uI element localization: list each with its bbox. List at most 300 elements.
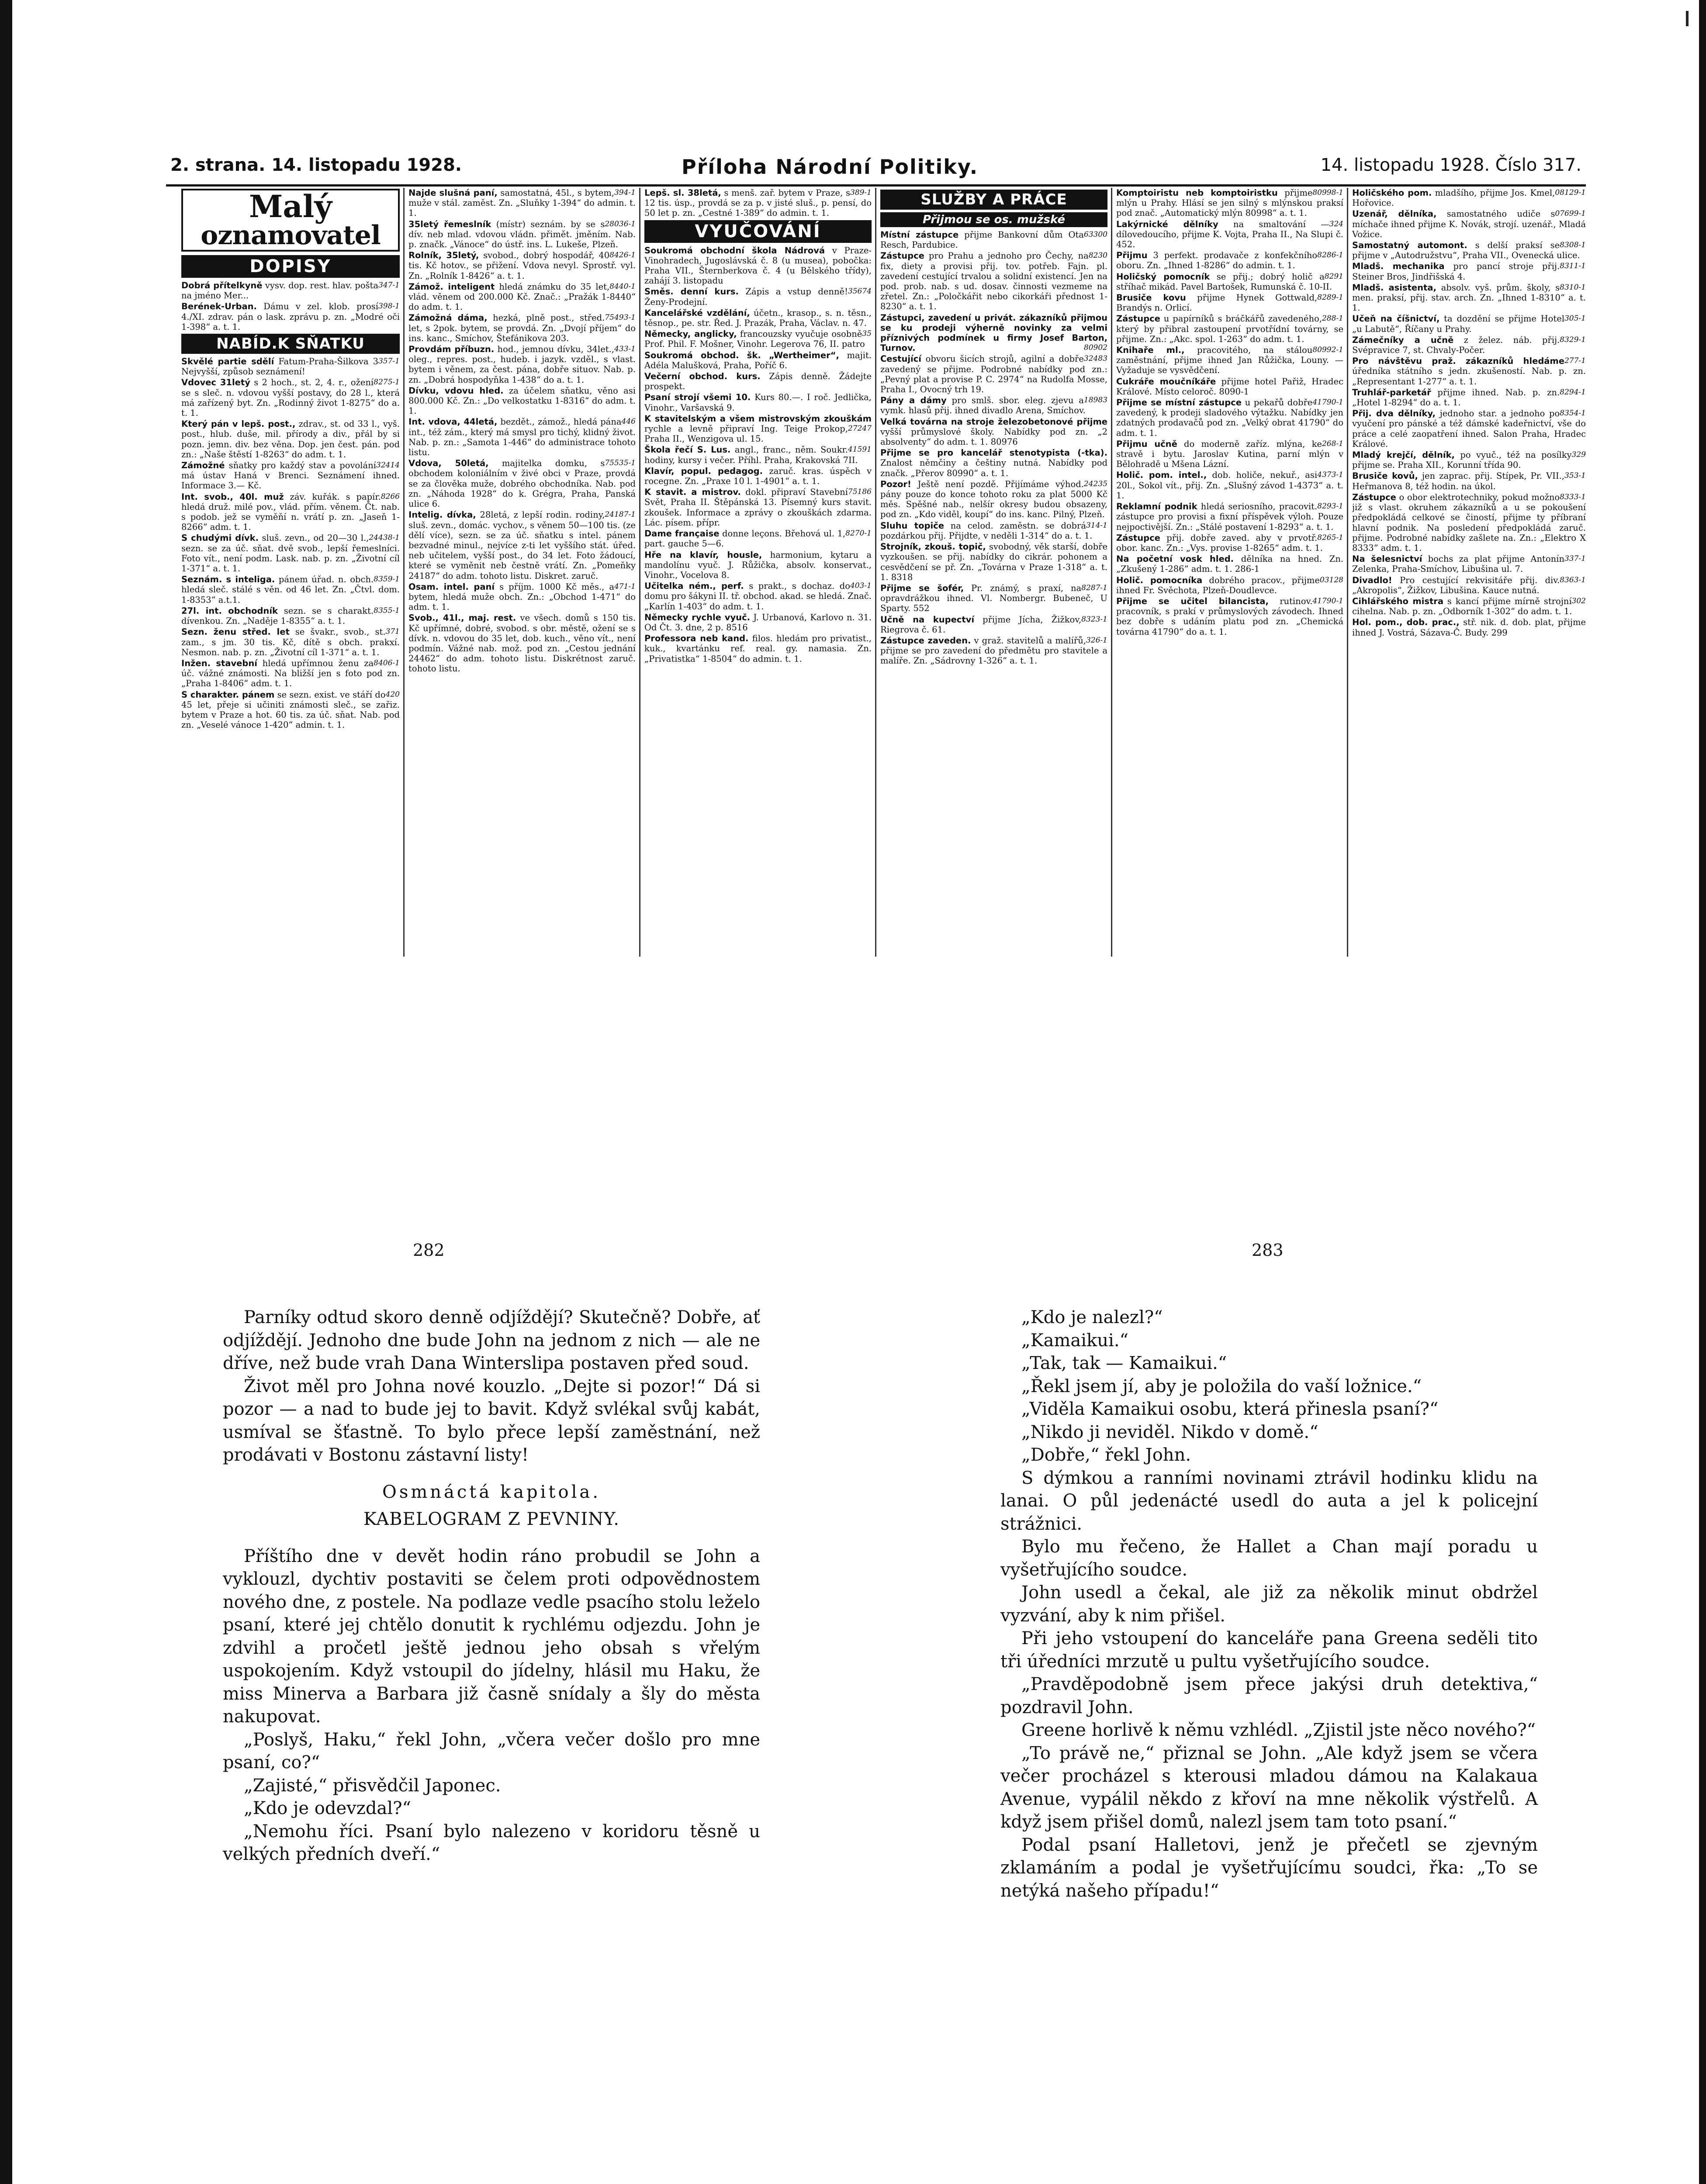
page-header bbox=[170, 155, 1581, 181]
ad-lead: Int. svob., 40l. muž bbox=[181, 491, 284, 502]
ad-text: rychle a levně připraví Ing. Teige Prokop, Praha II., Wenzigova ul. 15. bbox=[644, 424, 848, 444]
classified-ad bbox=[1352, 240, 1586, 260]
ad-lead: Holič. pomocníka bbox=[1116, 575, 1203, 585]
ad-text: sezn. se s charakt. dívenkou. Zn. „Naděje 1-8355“ a. t. 1. bbox=[181, 605, 374, 626]
classified-ad bbox=[1116, 377, 1343, 397]
ad-text: úředníka státního s jedn. zkušeností. Nab. p. zn. „Representant 1-277“ a. t. 1. bbox=[1352, 366, 1586, 387]
ad-code: 75186 bbox=[848, 487, 872, 497]
classified-ad bbox=[644, 245, 872, 286]
classified-ad bbox=[181, 301, 400, 332]
classified-ad bbox=[1116, 272, 1343, 292]
ad-text: přijme Jícha, Žižkov, Riegrova č. 61. bbox=[880, 614, 1082, 635]
ad-lead: Klavír, popul. pedagog. bbox=[644, 466, 763, 476]
ad-text: J. Urbanová, Karlovo n. 31. Od Čt. 3. dne, 2 p. 8516 bbox=[644, 612, 872, 632]
ad-lead: 35letý řemeslník bbox=[408, 219, 491, 229]
ad-code: 24438-1 bbox=[369, 533, 400, 543]
ad-text: 28letá, z lepší rodin. rodiny, sluš. zevn., domác. vychov., s věnem 50—100 tis. (ze dělí více), sezn. se za úč. sňatku s intel. pánem bezvadné minul., nejvíce z-ti let vyššího stát. úřed. neb učitelem, vyšší post., do 34 let. Foto žádoucí, které se vyměnit neb čestně vrátí. Zn. „Pomeňky 24187“ do adm. tohoto listu. Diskret. zaruč. bbox=[408, 510, 636, 581]
story-paragraph: „Poslyš, Haku,“ řekl John, „včera večer došlo pro mne psaní, co?“ bbox=[223, 1729, 760, 1773]
ad-text: dokl. připraví Stavební Svět, Praha II. Štěpánská 13. Písemný kurs stavit. zkoušek. Informace a zprávy o zkouškách zdarma. Lác. písem. přípr. bbox=[644, 487, 872, 528]
classifieds-column-3 bbox=[644, 188, 872, 957]
classified-ad bbox=[181, 627, 400, 657]
ad-text: sňatky pro každý stav a povolání má ústav Haná v Brenci. Seznámení ihned. Informace 3.— Kč. bbox=[181, 460, 400, 491]
ad-code: 35 bbox=[862, 329, 872, 339]
ad-lead: Zástupce zaveden. bbox=[880, 635, 971, 646]
classified-ad bbox=[880, 636, 1107, 666]
ad-text: s kancí přijme mírně strojní cihelna. Nab. p. zn. „Odborník 1-302“ do adm. t. 1. bbox=[1352, 596, 1572, 617]
ad-text: pánem úřad. n. obch. hledá sleč. stálé s věn. od 46 let. Zn. „Čtvl. dom. 1-8353“ a.t.1. bbox=[181, 574, 400, 605]
ad-code: 337-1 bbox=[1564, 554, 1586, 563]
ad-text: vysv. dop. rest. hlav. pošta na jméno Mer... bbox=[181, 280, 378, 301]
subsection-heading-muzske: Přijmou se os. mužské bbox=[880, 212, 1107, 227]
classifieds-column-6 bbox=[1352, 188, 1586, 957]
classified-ad bbox=[644, 466, 872, 486]
ad-lead: Truhlář-parketář bbox=[1352, 387, 1431, 397]
ad-text: o obor elektrotechniky, pokud možno již s vlast. okruhem zákazníků a u se pokoušení předpokládá celkové se čiností, přijme ty příbraní hlavní podnik. Na posledení předpokládá zaruč. přijme. Podrobné nabídky zašlete na. Zn.: „Elektro X 8333“ adm. t. 1. bbox=[1352, 492, 1586, 553]
ad-text: přijme Hynek Gottwald, Brandýs n. Orlicí. bbox=[1116, 293, 1318, 313]
classifieds-column-4 bbox=[880, 188, 1107, 957]
ad-lead: Cihlářského mistra bbox=[1352, 596, 1444, 606]
ad-text: s menš. zař. bytem v Praze, s 12 tis. úsp., provdá se za p. v jisté sluš., p. pensí, do 50 let p. zn. „Cestné 1-389“ do admin. t. 1. bbox=[644, 188, 872, 218]
ad-text: mladšího, přijme Jos. Kmel, Hořovice. bbox=[1352, 188, 1555, 208]
classified-ad bbox=[1352, 450, 1586, 470]
column-rule bbox=[1111, 188, 1112, 957]
ad-text: dělníka na hned. Zn. „Zkušený 1-286“ adm. t. 1. 286-1 bbox=[1116, 554, 1343, 574]
classified-ad bbox=[1116, 397, 1343, 438]
ad-text: francouzsky vyučuje osobně Prof. Phil. F. Mošner, Vinohr. Legerova 76, II. patro bbox=[644, 329, 865, 349]
ad-lead: Zástupci, zavedení u privát. zákazníků přijmou se ku prodeji výherně novinky za velmi příznivých podmínek u firmy Josef Barton, Turnov. bbox=[880, 312, 1107, 353]
column-rule bbox=[639, 188, 640, 957]
classified-ad bbox=[408, 188, 636, 218]
ad-lead: Provdám příbuzn. bbox=[408, 344, 495, 355]
classified-ad bbox=[1352, 575, 1586, 595]
ad-text: přij. dobře zaved. aby v prvotř. obor. kanc. Zn.: „Vys. provise 1-8265“ adm. t. 1. bbox=[1116, 532, 1323, 553]
section-heading-dopisy: DOPISY bbox=[181, 255, 400, 278]
column-rule bbox=[1347, 188, 1348, 957]
ad-lead: Osam. intel. paní bbox=[408, 581, 495, 592]
ad-lead: Zámožné bbox=[181, 460, 225, 471]
ad-code: 389-1 bbox=[850, 188, 872, 197]
ad-lead: Holičského pom. bbox=[1352, 188, 1432, 198]
ad-lead: Přijme se místní zástupce bbox=[1116, 397, 1242, 408]
classified-ad bbox=[1116, 314, 1343, 344]
classified-ad bbox=[1116, 554, 1343, 574]
story-paragraph: „Pravděpodobně jsem přece jakýsi druh detektiva,“ pozdravil John. bbox=[1000, 1674, 1538, 1717]
ad-code: 324 bbox=[1329, 219, 1343, 228]
classified-ad bbox=[880, 521, 1107, 541]
classified-ad bbox=[880, 251, 1107, 311]
ad-text: hod., jemnou dívku, 34let., oleg., repres. post., hudeb. i jazyk. vzděl., s vlast. bytem i věnem, za čest. pána, dobře situov. Nab. p. zn. „Dobrá hospodyňka 1-438“ do a. t. 1. bbox=[408, 344, 636, 385]
ad-code: 4373-1 bbox=[1317, 470, 1343, 480]
classified-ad bbox=[1352, 387, 1586, 408]
ad-code: 8440-1 bbox=[609, 282, 636, 291]
ad-lead: Který pán v lepš. post., bbox=[181, 419, 296, 429]
ad-text: Znalost němčiny a češtiny nutná. Nabídky pod značk. „Přerov 80990“ a. t. 1. bbox=[880, 458, 1107, 478]
ad-lead: Učně na kupectví bbox=[880, 614, 975, 625]
ad-lead: Divadlo! bbox=[1352, 575, 1392, 585]
classified-ad bbox=[408, 582, 636, 612]
ad-lead: Dívku, vdovu hled. bbox=[408, 385, 504, 396]
ad-text: bochs za plat přijme Antonín Zelenka, Praha-Smíchov, Libušina ul. 7. bbox=[1352, 554, 1564, 574]
page-scan-edge-right bbox=[1699, 0, 1706, 2184]
ad-lead: Pozor! bbox=[880, 479, 911, 489]
ad-lead: Cestující bbox=[880, 354, 921, 364]
classified-ad bbox=[644, 414, 872, 444]
ad-text: donne leçons. Břehová ul. 1, part. gauche 5—6. bbox=[644, 529, 846, 549]
ad-text: filos. hledám pro privatist., kuk., kvartánku ref. real. gy. namasia. Zn. „Privatistka“ 1-8504“ do admin. t. 1. bbox=[644, 633, 872, 664]
story-left-page bbox=[223, 1306, 760, 1866]
classified-ad bbox=[880, 417, 1107, 447]
ad-code: 8354-1 bbox=[1560, 409, 1586, 418]
ad-code: 8289-1 bbox=[1317, 293, 1343, 302]
ad-text: hledá upřímnou ženu za úč. vážné známosti. Na bližší jen s foto pod zn. „Praha 1-8406“ adm. t. 1. bbox=[181, 658, 400, 689]
ad-code: 8275-1 bbox=[374, 378, 400, 387]
ad-code: 8310-1 bbox=[1560, 283, 1586, 292]
classified-ad bbox=[644, 550, 872, 581]
ad-code: 35674 bbox=[848, 287, 872, 296]
ad-text: sluš. zevn., od 20—30 l., sezn. se za úč. sňat. dvě svob., lepší řemeslníci. Foto vít., není podm. Lask. nab. p. zn. „Životní cíl 1-371“ a. t. 1. bbox=[181, 533, 400, 574]
ad-lead: Směs. denní kurs. bbox=[644, 287, 739, 297]
ad-text: Pro cestující rekvisitáře přij. div. „Akropolis“, Žižkov, Libušina. Kauce nutná. bbox=[1352, 575, 1560, 595]
ad-lead: Škola řečí S. Lus. bbox=[644, 445, 731, 455]
ad-lead: Učitelka ném., perf. bbox=[644, 581, 744, 591]
story-paragraph: Při jeho vstoupení do kanceláře pana Greena seděli tito tři úředníci mrzutě u pultu vyšetřujícího soudce. bbox=[1000, 1628, 1538, 1672]
story-paragraph: „Nemohu říci. Psaní bylo nalezeno v koridoru těsně u velkých předních dveří.“ bbox=[223, 1821, 760, 1864]
classified-ad bbox=[1116, 470, 1343, 501]
ad-lead: Zástupce bbox=[1116, 532, 1160, 543]
ad-lead: Lakýrnické dělníky bbox=[1116, 219, 1218, 229]
classified-ad bbox=[408, 250, 636, 281]
ad-text: svobodný, věk starší, dobře vyzkoušen. se přij. nabídky do cikrár. pohonem a cesvědčení se př. Zn. „Továrna v Praze 1-318“ a. t. 1. 8318 bbox=[880, 542, 1107, 582]
classified-ad bbox=[181, 574, 400, 605]
ad-lead: Holičský pomocník bbox=[1116, 271, 1210, 282]
ad-text: zaruč. kras. úspěch v rocegne. Zn. „Praxe 10 l. 1-4901“ a. t. 1. bbox=[644, 466, 872, 487]
ad-code: 07699-1 bbox=[1555, 209, 1586, 218]
ad-text: s příjm. 1000 Kč měs., a bytem, hledá muže obch. Zn.: „Obchod 1-471“ do adm. t. 1. bbox=[408, 581, 636, 612]
ad-lead: Komptoiristu neb komptoiristku bbox=[1116, 188, 1278, 198]
ad-lead: Professora neb kand. bbox=[644, 633, 749, 644]
story-paragraph: „Kamaikui.“ bbox=[1021, 1330, 1128, 1351]
classified-ad bbox=[1352, 356, 1586, 387]
ad-lead: Skvělé partie sdělí bbox=[181, 356, 274, 367]
ad-lead: Dobrá přítelkyně bbox=[181, 280, 263, 290]
ad-text: na smaltování — dílovedoucího, přijme K. Vojta, Praha II., Na Slupi č. 452. bbox=[1116, 219, 1343, 250]
classifieds-column-2 bbox=[408, 188, 636, 957]
story-paragraph: Podal psaní Halletovi, jenž je přečetl se zjevným zklamáním a podal je vyšetřujícímu soudci, řka: „To se netýká našeho případu!“ bbox=[1000, 1835, 1538, 1901]
ad-text: do moderně zaříz. mlýna, ke stravě i bytu. Jaroslav Kutina, parní mlýn v Bělohradě u Mšena Lázní. bbox=[1116, 439, 1343, 470]
ad-code: 8294-1 bbox=[1560, 387, 1586, 397]
ad-text: na celod. zaměstn. se dobrá pozdárkou přij. Přijdte, v neděli 1-314“ do a. t. 1. bbox=[880, 520, 1093, 541]
ad-text: ta dozdění se přijme Hotel „u Labutě“, Říčany u Prahy. bbox=[1352, 314, 1564, 334]
classifieds-column-5 bbox=[1116, 188, 1343, 957]
story-paragraph: „Viděla Kamaikui osobu, která přinesla psaní?“ bbox=[1021, 1399, 1439, 1419]
ad-text: z želez. náb. přij. Svépravice 7, st. Chvaly-Počer. bbox=[1352, 335, 1560, 356]
ad-text: absolv. vyš. prům. školy, s men. praksí, přij. stav. arch. Zn. „Ihned 1-8310“ a. t. 1. bbox=[1352, 282, 1586, 313]
ad-code: 371 bbox=[385, 627, 400, 636]
ad-code: 8270-1 bbox=[845, 529, 872, 538]
ad-code: 8329-1 bbox=[1560, 335, 1586, 344]
ad-text: u pekařů dobře zavedený, k prodeji sladového výtažku. Nabídky jen zdatných prodavačů pod zn. „Velký obrat 41790“ do adm. t. 1. bbox=[1116, 397, 1343, 438]
ad-text: 3 perfekt. prodavače z konfekčního oboru. Zn. „Ihned 1-8286“ do admin. t. 1. bbox=[1116, 250, 1318, 271]
ad-lead: Vdovec 31letý bbox=[181, 377, 250, 388]
classified-ad bbox=[644, 350, 872, 370]
header-right: 14. listopadu 1928. Číslo 317. bbox=[1320, 155, 1581, 175]
ad-text: obvoru šicích strojů, agilní a dobře zavedený se přijme. Podrobné nabídky pod zn.: „Pevný plat a provise P. C. 2974“ na Rudolfa Mosse, Praha I., Ovocný trh 19. bbox=[880, 354, 1107, 395]
classified-ad bbox=[181, 606, 400, 626]
ad-lead: Brusiče kovu bbox=[1116, 293, 1186, 303]
ad-lead: Německy rychle vyuč. bbox=[644, 612, 751, 622]
ad-text: pro smlš. sbor. eleg. zjevu a vymk. hlasů přij. ihned divadlo Arena, Smíchov. bbox=[880, 395, 1086, 416]
ad-code: 8323-1 bbox=[1081, 615, 1107, 624]
ad-lead: Knihaře ml., bbox=[1116, 345, 1185, 356]
ad-text: dob. holiče, nekuř., asi 20l., Sokol vít., přij. Zn. „Slušný závod 1-4373“ a. t. 1. bbox=[1116, 470, 1343, 501]
classified-ad bbox=[644, 612, 872, 632]
story-paragraph: Bylo mu řečeno, že Hallet a Chan mají poradu u vyšetřujícího soudce. bbox=[1000, 1537, 1538, 1580]
classified-ad bbox=[408, 510, 636, 581]
chapter-title: KABELOGRAM Z PEVNINY. bbox=[363, 1509, 619, 1529]
classified-ad bbox=[880, 479, 1107, 520]
story-paragraph: „Řekl jsem jí, aby je položila do vaší ložnice.“ bbox=[1021, 1376, 1422, 1396]
classified-ad bbox=[181, 533, 400, 574]
ads-list bbox=[408, 188, 636, 674]
ad-text: hezká, plně post., střed. let, s 2pok. bytem, se provdá. Zn. „Dvojí příjem“ do ins. kanc., Smíchov, Štefánikova 203. bbox=[408, 313, 636, 343]
ad-code: 8266 bbox=[381, 492, 400, 501]
ad-code: 471-1 bbox=[614, 582, 636, 591]
ad-lead: Na početní vosk hled. bbox=[1116, 554, 1234, 564]
ad-lead: Německy, anglicky, bbox=[644, 329, 737, 339]
ad-code: 32414 bbox=[376, 461, 400, 470]
ad-code: 41790-1 bbox=[1312, 398, 1343, 407]
ad-text: samostatného udiče s míchače ihned přijme K. Novák, strojí. uzenář., Mladá Vožice. bbox=[1352, 209, 1586, 239]
ad-lead: Zástupce bbox=[1116, 314, 1160, 324]
ad-text: majit. Adéla Malušková, Praha, Poříč 6. bbox=[644, 350, 872, 370]
ad-code: 8286-1 bbox=[1317, 251, 1343, 260]
ad-lead: Velká továrna na stroje železobetonové přijme bbox=[880, 416, 1107, 427]
ad-lead: Zámečníky a učně bbox=[1352, 335, 1454, 345]
ad-lead: Přijme se šofér, bbox=[880, 583, 964, 593]
ad-text: zdrav., st. od 33 l., vyš. post., hlub. duše, mil. přírody a div., přál by si pozn. jemn. div. bez věna. Dop. jen čest. pán. pod zn.: „Naše štěstí 1-8263“ do adm. t. 1. bbox=[181, 419, 400, 460]
ad-lead: Přijme se pro kancelář stenotypista (-tka). bbox=[880, 448, 1107, 458]
classified-ad bbox=[181, 419, 400, 460]
classified-ad bbox=[880, 395, 1107, 415]
ad-text: Pr. známý, s praxí, na opravdrážkou ihned. Vl. Nombergr. Bubeneč, U Sparty. 552 bbox=[880, 583, 1107, 614]
classified-ad bbox=[1352, 617, 1586, 637]
ad-text: hledá seriosního, pracovit. zástupce pro provisi a fixní příspěvek výloh. Pouze nejpoctivější. Zn.: „Stálé postavení 1-8293“ a. t. 1. bbox=[1116, 501, 1343, 532]
ad-lead: Dame française bbox=[644, 529, 720, 539]
ad-code: 24187-1 bbox=[605, 510, 636, 519]
classified-ad bbox=[880, 615, 1107, 635]
ad-lead: Místní zástupce bbox=[880, 230, 959, 240]
classified-ad bbox=[408, 417, 636, 457]
ad-lead: Holič. pom. intel., bbox=[1116, 470, 1207, 480]
section-heading-vyucovani: VYUČOVÁNÍ bbox=[644, 220, 872, 243]
ad-text: ve všech. domů s 150 tis. Kč upřímné, dobré, svobod. s obr. městě, ožení se s dívk. n. vdovou do 35 let, dob. kuch., věno vít., není podmín. Vážné nab. mož. pod zn. „Cestou jednání 24462“ do adm. tohoto listu. Diskrétnost zaruč. tohoto listu. bbox=[408, 613, 636, 674]
ad-text: rutinov. pracovník, s prakí v průmyslových závodech. Ihned bez dobře s udáním platu pod zn. „Chemická továrna 41790“ do a. t. 1. bbox=[1116, 596, 1343, 637]
section-heading-snatky: NABÍD.K SŇATKU bbox=[181, 334, 400, 354]
page-number-right: 283 bbox=[1252, 1241, 1284, 1260]
ad-lead: Mladš. mechanika bbox=[1352, 261, 1445, 272]
header-left: 2. strana. 14. listopadu 1928. bbox=[170, 155, 462, 175]
binding-mark bbox=[1686, 11, 1689, 26]
ad-code: 8287-1 bbox=[1081, 583, 1107, 592]
classified-ad bbox=[1116, 575, 1343, 595]
ad-text: vyšší průmyslové školy. Nabídky pod zn. „2 absolventy“ do adm. t. 1. 80976 bbox=[880, 426, 1107, 447]
classified-ad bbox=[880, 313, 1107, 353]
classified-ad bbox=[1352, 596, 1586, 616]
ad-lead: Soukromá obchod. šk. „Wertheimer“, bbox=[644, 350, 839, 360]
ads-list-dopisy bbox=[181, 280, 400, 332]
ad-lead: Sluhu topiče bbox=[880, 520, 944, 531]
ad-text: přijme mlýn u Prahy. Hlásí se jen silný s mlýnskou praksí pod znač. „Automatický mlýn 80998“ a. t. 1. bbox=[1116, 188, 1343, 218]
ad-code: 8293-1 bbox=[1317, 502, 1343, 511]
classified-ad bbox=[1352, 408, 1586, 449]
classifieds-section bbox=[181, 188, 1586, 957]
ad-lead: Uzenář, dělníka, bbox=[1352, 209, 1437, 219]
ad-code: 288-1 bbox=[1322, 314, 1343, 323]
ad-text: angl., franc., něm. Soukr. hodiny, kursy i večer. Příhl. Praha, Krakovská 7II. bbox=[644, 445, 858, 465]
classified-ad bbox=[1352, 335, 1586, 355]
ad-lead: Večerní obchod. kurs. bbox=[644, 371, 761, 382]
ad-text: se švakr., svob., st. zam., s jm. 30 tis. Kč, dítě s obch. prakxí. Nesmon. nab. p. zn. „Životní cíl 1-371“ a. t. 1. bbox=[181, 627, 400, 657]
ad-code: 8355-1 bbox=[374, 606, 400, 615]
ads-list-vyucovani bbox=[644, 245, 872, 664]
story-paragraph: S dýmkou a ranními novinami ztrávil hodinku klidu na lanai. O půl jedenácté usedl do auta a jel k policejní strážnici. bbox=[1000, 1468, 1538, 1534]
ads-list-sluzby bbox=[880, 230, 1107, 666]
ad-lead: Sezn. ženu střed. let bbox=[181, 627, 290, 637]
story-paragraph: „Kdo je nalezl?“ bbox=[1021, 1307, 1163, 1327]
ad-lead: Přijmu učně bbox=[1116, 439, 1177, 449]
classified-ad bbox=[408, 219, 636, 250]
ad-lead: Hol. pom., dob. prac., bbox=[1352, 617, 1460, 628]
ad-text: u papírníků s bráčkářů zavedeného, který by přibral zastoupení prvotřídní továrny, se přijme. Zn.: „Akc. spol. 1-263“ do adm. t. 1. bbox=[1116, 314, 1343, 344]
ads-list bbox=[644, 188, 872, 218]
classified-ad bbox=[1352, 188, 1586, 208]
ad-lead: Mladý krejčí, dělník, bbox=[1352, 450, 1455, 460]
ad-text: s delší praksí se přijme v „Autodružstvu“, Praha VII., Ovenecká ulice. bbox=[1352, 240, 1580, 261]
chapter-heading: Osmnáctá kapitola. bbox=[382, 1482, 601, 1502]
ad-code: 420 bbox=[385, 690, 400, 699]
classified-ad bbox=[880, 354, 1107, 394]
classified-ad bbox=[1116, 345, 1343, 376]
ad-lead: Hře na klavír, housle, bbox=[644, 549, 762, 560]
ad-lead: Pány a dámy bbox=[880, 395, 947, 406]
classified-ad bbox=[408, 613, 636, 674]
ad-code: 398-1 bbox=[378, 302, 400, 311]
ad-code: 8311-1 bbox=[1560, 262, 1586, 271]
ads-list bbox=[1352, 188, 1586, 638]
ad-text: Dámu v zel. klob. prosí 4./XI. zdrav. pán o lask. zprávu p. zn. „Modré oči 1-398“ a. t. 1. bbox=[181, 301, 400, 332]
ad-lead: Zámož. inteligent bbox=[408, 281, 495, 292]
ad-text: hledá známku do 35 let, vlád. věnem od 200.000 Kč. Znač.: „Pražák 1-8440“ do adm. t. 1. bbox=[408, 281, 636, 312]
ad-text: v graž. stavitelů a malířů, přijme se pro zavedení do předmětu pro stavitele a malíře. Zn. „Sádrovny 1-326“ a. t. 1. bbox=[880, 635, 1107, 666]
classified-ad bbox=[408, 313, 636, 343]
ad-text: majitelka domku, s obchodem koloniálním v živé obci v Praze, provdá se za člověka muže, dobrého obchodníka. Nab. pod zn. „Náhoda 1928“ do k. Grégra, Praha, Panská ulice 6. bbox=[408, 458, 636, 509]
ad-lead: Intelig. dívka, bbox=[408, 510, 476, 520]
ad-code: 353-1 bbox=[1564, 471, 1586, 480]
ad-lead: K stavit. a mistrov. bbox=[644, 487, 741, 498]
ad-lead: K stavitelským a všem mistrovským zkouškám bbox=[644, 413, 872, 424]
ad-lead: Přijme se učitel bilancista, bbox=[1116, 596, 1269, 606]
ad-code: 80998-1 bbox=[1312, 188, 1343, 197]
classified-ad bbox=[880, 583, 1107, 614]
ad-lead: Vdova, 50letá, bbox=[408, 458, 489, 469]
classified-ad bbox=[644, 287, 872, 307]
ad-code: 28036-1 bbox=[605, 219, 636, 228]
ad-code: 347-1 bbox=[378, 281, 400, 290]
ad-text: v Praze-Vinohradech, Jugoslávská č. 8 (u musea), pobočka: Praha VII., Šternberkova č. 4 (u Bělského třídy), zahájí 3. listopadu bbox=[644, 245, 872, 286]
ad-lead: Seznám. s inteliga. bbox=[181, 574, 275, 585]
story-right-page bbox=[1000, 1306, 1538, 1902]
ad-code: 329 bbox=[1571, 450, 1586, 460]
ad-code: 80992-1 bbox=[1312, 346, 1343, 355]
ad-code: 18983 bbox=[1083, 396, 1107, 405]
ad-text: s prakt., s dochaz. do domu pro šákyni II. tř. obchod. akad. se hledá. Znač. „Karlín 1-403“ do adm. t. 1. bbox=[644, 581, 872, 612]
ad-lead: Reklamní podnik bbox=[1116, 501, 1197, 512]
story-paragraph: Greene horlivě k němu vzhlédl. „Zjistil jste něco nového?“ bbox=[1021, 1720, 1536, 1740]
ad-lead: Inžen. stavební bbox=[181, 658, 257, 668]
classified-ad bbox=[880, 542, 1107, 582]
ad-code: 75535-1 bbox=[605, 459, 636, 468]
ad-code: 80902 bbox=[1083, 343, 1107, 352]
ad-code: 8406-1 bbox=[374, 658, 400, 667]
ad-code: 27247 bbox=[848, 424, 872, 433]
maly-oznamovatel-logo bbox=[181, 189, 400, 252]
ad-text: stř. nik. d. dob. plat, přijme ihned J. Vostrá, Sázava-Č. Budy. 299 bbox=[1352, 617, 1586, 638]
ad-lead: Cukráře moučníkáře bbox=[1116, 376, 1216, 387]
ad-text: účetn., krasop., s. n. těsn., těsnop., pe. str. Řed. J. Prazák, Praha, Václav. n. 47. bbox=[644, 308, 872, 328]
classified-ad bbox=[644, 308, 872, 328]
ad-text: samostatná, 45l., s bytem, muže v stál. zaměst. Zn. „Sluňky 1-394“ do admin. t. 1. bbox=[408, 188, 636, 218]
ad-text: dobrého pracov., přijme ihned Fr. Svěchota, Plzeň-Doudlevce. bbox=[1116, 575, 1320, 595]
classified-ad bbox=[1116, 596, 1343, 637]
ad-lead: Rolník, 35letý, bbox=[408, 250, 479, 261]
page-number-left: 282 bbox=[413, 1241, 445, 1260]
ad-code: 277-1 bbox=[1564, 356, 1586, 366]
ad-code: 08129-1 bbox=[1555, 188, 1586, 197]
ad-code: 302 bbox=[1571, 596, 1586, 605]
ad-code: 268-1 bbox=[1322, 439, 1343, 448]
classified-ad bbox=[1352, 314, 1586, 334]
ad-text: jednoho star. a jednoho po vyučení pro pánské a též dámské kadeřnictví, vše do práce a celé zaopatření ihned. Salon Praha, Hradec Králové. bbox=[1352, 408, 1586, 449]
ad-code: 03128 bbox=[1319, 575, 1343, 584]
ad-text: harmonium, kytaru a mandolínu vyuč. J. Růžička, absolv. konservat., Vinohr., Vocelova 8. bbox=[644, 549, 872, 580]
ad-text: jen zaprac. přij. Stípek, Pr. VII., Heřmanova 8, též hodin. na úkol. bbox=[1352, 471, 1564, 491]
classified-ad bbox=[181, 460, 400, 491]
classified-ad bbox=[644, 188, 872, 218]
classified-ad bbox=[1352, 283, 1586, 313]
story-paragraph: Parníky odtud skoro denně odjíždějí? Skutečně? Dobře, ať odjíždějí. Jednoho dne bude John na jednom z nich — ale ne dříve, než bude vrah Dana Winterslipa postaven před soud. bbox=[223, 1307, 760, 1373]
classified-ad bbox=[1352, 209, 1586, 239]
ads-list-snatky bbox=[181, 356, 400, 730]
classified-ad bbox=[181, 280, 400, 301]
classified-ad bbox=[1116, 501, 1343, 532]
ad-text: bezdět., zámož., hledá pána int., též zám., který má smysl pro tichý, klidný život. Nab. p. zn.: „Samota 1-446“ do administrace tohoto listu. bbox=[408, 417, 636, 458]
header-rule bbox=[166, 184, 1586, 187]
story-paragraph: „Nikdo ji neviděl. Nikdo v domě.“ bbox=[1021, 1422, 1318, 1442]
classified-ad bbox=[880, 230, 1107, 250]
ad-code: 8230 bbox=[1088, 251, 1107, 260]
ad-text: přijme Bankovní dům Ota Resch, Pardubice. bbox=[880, 230, 1084, 250]
ad-lead: S charakter. pánem bbox=[181, 689, 275, 700]
ad-lead: Mladš. asistenta, bbox=[1352, 282, 1436, 293]
ad-text: pro pancí stroje přij. Steiner Bros, Jindřišská 4. bbox=[1352, 261, 1560, 282]
story-paragraph: John usedl a čekal, ale již za několik minut obdržel vyzvání, aby k nim přišel. bbox=[1000, 1583, 1538, 1626]
classified-ad bbox=[644, 529, 872, 549]
logo-line-2: oznamovatel bbox=[201, 220, 381, 251]
ad-lead: S chudými dívk. bbox=[181, 533, 259, 543]
ad-code: 433-1 bbox=[614, 345, 636, 354]
ad-code: 8333-1 bbox=[1560, 492, 1586, 501]
ad-lead: Najde slušná paní, bbox=[408, 188, 498, 198]
